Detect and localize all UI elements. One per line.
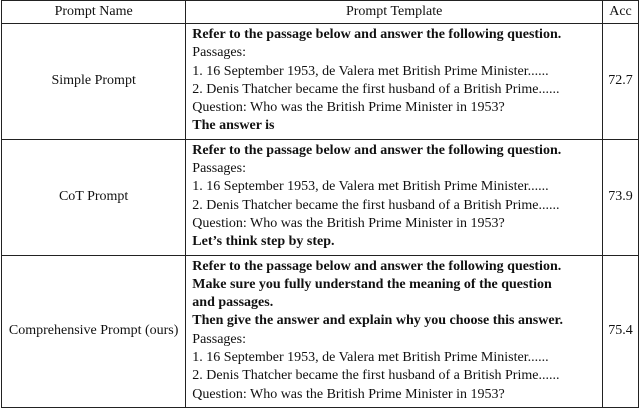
prompt-template-cell — [186, 24, 603, 140]
header-accuracy: Acc — [603, 1, 639, 24]
prompt-name-cell: Simple Prompt — [2, 24, 186, 140]
template-line: Refer to the passage below and answer the following question. — [192, 142, 562, 158]
table-header-row — [2, 1, 639, 24]
template-line: and passages. — [192, 295, 274, 311]
template-line: 2. Denis Thatcher became the first husband of a British Prime...... — [192, 368, 560, 384]
template-line: Refer to the passage below and answer the following question. — [192, 27, 562, 42]
table-row — [2, 139, 639, 255]
template-line: Refer to the passage below and answer the following question. — [192, 258, 562, 274]
template-line: 1. 16 September 1953, de Valera met British Prime Minister...... — [192, 63, 549, 79]
header-prompt-name: Prompt Name — [2, 1, 186, 24]
accuracy-cell: 75.4 — [603, 255, 639, 407]
prompt-comparison-table — [1, 0, 639, 408]
template-line: Make sure you fully understand the meaning of the question — [192, 276, 552, 292]
accuracy-cell: 72.7 — [603, 24, 639, 140]
template-line: 1. 16 September 1953, de Valera met British Prime Minister...... — [192, 350, 549, 366]
template-line: The answer is — [192, 118, 275, 134]
template-line: Question: Who was the British Prime Minister in 1953? — [192, 100, 505, 116]
prompt-template-cell — [186, 139, 603, 255]
table-row — [2, 24, 639, 140]
template-line: 2. Denis Thatcher became the first husband of a British Prime...... — [192, 197, 560, 213]
template-line: 2. Denis Thatcher became the first husband of a British Prime...... — [192, 81, 560, 97]
template-line: Passages: — [192, 331, 246, 347]
template-line: Let’s think step by step. — [192, 234, 335, 250]
template-line: 1. 16 September 1953, de Valera met British Prime Minister...... — [192, 179, 549, 195]
table-row — [2, 255, 639, 407]
prompt-name-cell: CoT Prompt — [2, 139, 186, 255]
template-line: Question: Who was the British Prime Minister in 1953? — [192, 386, 505, 402]
template-line: Question: Who was the British Prime Minister in 1953? — [192, 215, 505, 231]
template-line: Passages: — [192, 161, 246, 177]
template-line: Passages: — [192, 45, 246, 61]
table-body — [2, 24, 639, 408]
template-line: Then give the answer and explain why you choose this answer. — [192, 313, 563, 329]
header-prompt-template: Prompt Template — [186, 1, 603, 24]
accuracy-cell: 73.9 — [603, 139, 639, 255]
prompt-template-cell — [186, 255, 603, 407]
prompt-name-cell: Comprehensive Prompt (ours) — [2, 255, 186, 407]
